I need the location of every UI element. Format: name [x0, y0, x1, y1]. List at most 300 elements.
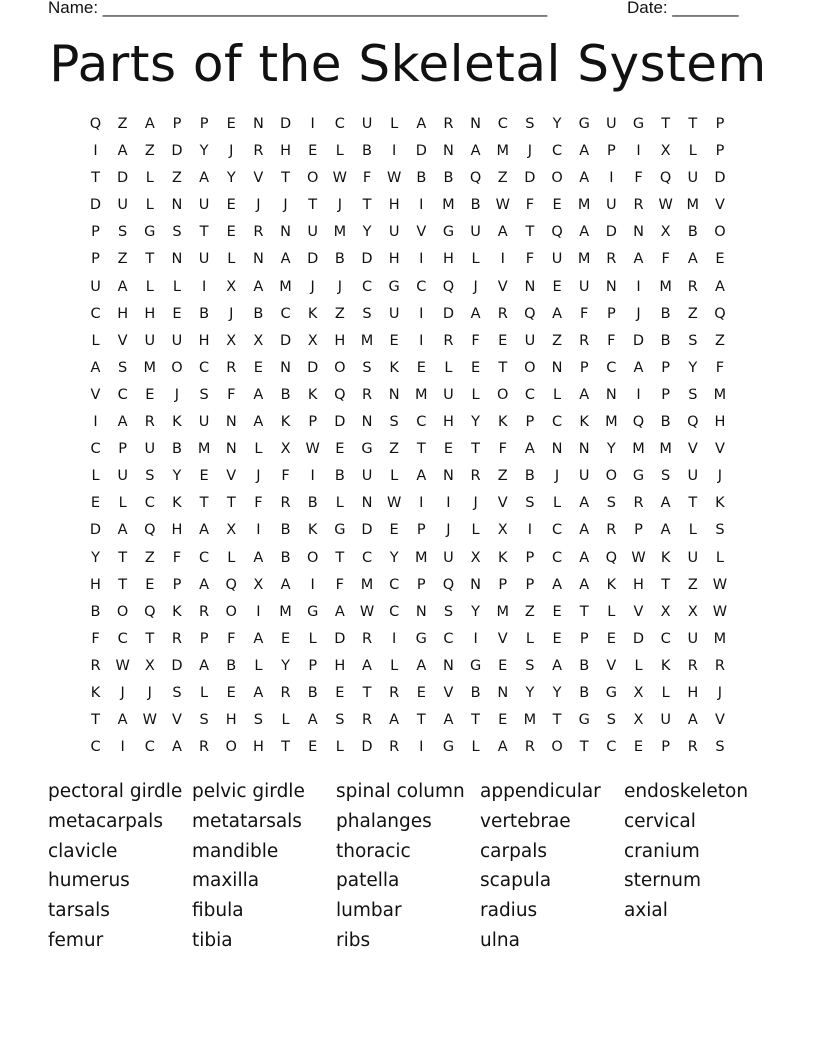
- grid-letter: X: [226, 278, 237, 295]
- grid-letter: X: [660, 143, 671, 160]
- grid-letter: G: [469, 657, 482, 674]
- grid-letter: T: [199, 495, 209, 512]
- grid-letter: C: [416, 414, 427, 431]
- grid-letter: L: [688, 143, 697, 160]
- grid-letter: N: [361, 495, 373, 512]
- grid-letter: T: [416, 441, 426, 458]
- grid-letter: C: [416, 278, 427, 295]
- grid-letter: J: [229, 143, 234, 160]
- grid-letter: S: [688, 386, 698, 403]
- grid-row: [82, 138, 742, 165]
- grid-letter: H: [442, 251, 454, 268]
- grid-letter: B: [579, 657, 590, 674]
- grid-letter: A: [552, 576, 562, 593]
- word-bank-item: spinal column: [336, 781, 465, 802]
- grid-letter: I: [310, 468, 315, 485]
- grid-letter: Y: [362, 224, 372, 241]
- grid-letter: F: [281, 468, 290, 485]
- grid-letter: A: [253, 386, 264, 403]
- grid-letter: L: [254, 657, 263, 674]
- grid-letter: J: [473, 495, 478, 512]
- grid-row: [82, 680, 742, 707]
- grid-letter: J: [283, 197, 288, 214]
- grid-letter: D: [307, 359, 319, 376]
- word-bank-item: mandible: [192, 840, 279, 862]
- grid-letter: L: [715, 549, 724, 566]
- grid-letter: F: [254, 495, 263, 512]
- grid-letter: S: [688, 332, 698, 349]
- grid-letter: A: [362, 657, 372, 674]
- grid-letter: S: [525, 495, 535, 512]
- grid-letter: C: [361, 549, 373, 566]
- grid-letter: L: [145, 278, 154, 295]
- word-bank-item: humerus: [48, 870, 130, 892]
- grid-letter: M: [279, 603, 292, 620]
- grid-letter: A: [579, 576, 590, 593]
- grid-letter: R: [497, 305, 508, 322]
- grid-letter: A: [117, 143, 128, 160]
- grid-letter: A: [579, 170, 590, 187]
- grid-letter: M: [442, 197, 455, 214]
- grid-letter: W: [386, 170, 402, 187]
- grid-letter: A: [416, 468, 427, 485]
- grid-letter: R: [687, 739, 698, 756]
- grid-letter: M: [415, 549, 428, 566]
- grid-letter: L: [471, 251, 480, 268]
- grid-row: [82, 219, 742, 246]
- grid-letter: D: [171, 657, 183, 674]
- grid-letter: T: [118, 576, 128, 593]
- grid-letter: C: [117, 630, 128, 647]
- grid-letter: F: [362, 170, 372, 187]
- grid-letter: U: [524, 332, 536, 349]
- grid-letter: Z: [334, 305, 345, 322]
- grid-letter: T: [91, 712, 100, 729]
- grid-letter: U: [144, 332, 156, 349]
- grid-letter: D: [117, 170, 129, 187]
- grid-letter: I: [419, 197, 424, 214]
- grid-letter: X: [633, 712, 644, 729]
- grid-letter: O: [225, 603, 237, 620]
- grid-letter: E: [471, 359, 481, 376]
- grid-letter: I: [201, 278, 207, 295]
- grid-letter: I: [527, 522, 533, 539]
- grid-letter: B: [687, 224, 698, 241]
- name-field-label: Name: _______________________________________________: [48, 0, 548, 17]
- grid-letter: L: [661, 684, 670, 701]
- grid-letter: I: [392, 630, 397, 647]
- grid-letter: L: [254, 441, 263, 458]
- grid-letter: T: [471, 712, 481, 729]
- grid-letter: Q: [632, 414, 645, 431]
- grid-letter: H: [90, 576, 101, 593]
- grid-letter: R: [687, 657, 698, 674]
- grid-row: [82, 734, 742, 761]
- grid-letter: R: [90, 657, 101, 674]
- grid-letter: D: [524, 170, 536, 187]
- word-bank-item: ribs: [336, 929, 371, 951]
- grid-row: [82, 436, 742, 463]
- grid-letter: P: [661, 386, 671, 403]
- grid-letter: P: [416, 522, 426, 539]
- grid-letter: N: [225, 441, 237, 458]
- grid-letter: U: [470, 224, 481, 241]
- grid-letter: V: [714, 712, 725, 729]
- grid-letter: E: [226, 197, 236, 214]
- grid-letter: A: [144, 116, 155, 132]
- grid-letter: R: [389, 739, 400, 756]
- grid-letter: D: [89, 197, 102, 214]
- grid-letter: R: [144, 414, 155, 431]
- grid-letter: Z: [144, 143, 155, 160]
- grid-letter: Z: [524, 603, 535, 620]
- word-bank-item: pelvic girdle: [192, 781, 305, 802]
- word-bank-item: maxilla: [192, 870, 260, 892]
- grid-letter: X: [497, 522, 508, 539]
- grid-letter: W: [305, 441, 320, 458]
- grid-letter: L: [172, 278, 181, 295]
- grid-letter: X: [226, 332, 237, 349]
- grid-letter: T: [498, 359, 508, 376]
- grid-letter: R: [443, 116, 454, 132]
- grid-letter: A: [307, 712, 318, 729]
- grid-letter: M: [415, 386, 428, 403]
- grid-letter: X: [633, 684, 644, 701]
- grid-letter: U: [198, 414, 210, 431]
- grid-letter: P: [525, 549, 535, 566]
- grid-letter: Z: [171, 170, 182, 187]
- grid-letter: K: [660, 657, 671, 674]
- grid-letter: P: [199, 630, 209, 647]
- grid-letter: E: [552, 603, 562, 620]
- grid-letter: H: [280, 143, 291, 160]
- word-bank: [48, 778, 768, 957]
- grid-letter: A: [199, 576, 210, 593]
- grid-letter: M: [713, 386, 727, 403]
- grid-letter: H: [144, 305, 156, 322]
- grid-letter: T: [362, 197, 372, 214]
- grid-letter: K: [660, 549, 671, 566]
- grid-letter: E: [443, 441, 454, 458]
- grid-letter: N: [252, 116, 264, 132]
- grid-letter: A: [253, 278, 264, 295]
- grid-letter: S: [145, 468, 155, 485]
- grid-letter: A: [171, 739, 182, 756]
- grid-letter: Y: [552, 116, 562, 132]
- grid-letter: R: [280, 495, 291, 512]
- grid-letter: A: [199, 657, 210, 674]
- grid-letter: I: [500, 251, 505, 268]
- grid-letter: D: [632, 630, 645, 647]
- grid-letter: Q: [714, 305, 726, 322]
- grid-letter: Q: [442, 278, 455, 295]
- grid-letter: Q: [687, 414, 699, 431]
- grid-letter: M: [279, 278, 292, 295]
- grid-letter: C: [606, 359, 617, 376]
- grid-letter: F: [525, 251, 535, 268]
- grid-letter: B: [660, 414, 671, 431]
- grid-letter: Y: [688, 359, 698, 376]
- grid-letter: W: [712, 576, 728, 593]
- grid-letter: T: [308, 197, 318, 214]
- grid-letter: O: [225, 739, 237, 756]
- grid-letter: X: [144, 657, 155, 674]
- grid-letter: M: [496, 143, 509, 160]
- grid-letter: U: [361, 468, 373, 485]
- grid-letter: N: [605, 278, 617, 295]
- grid-letter: Q: [469, 170, 482, 187]
- grid-letter: T: [661, 116, 671, 132]
- grid-letter: E: [280, 630, 291, 647]
- grid-letter: I: [636, 278, 641, 295]
- grid-letter: U: [578, 468, 590, 485]
- grid-letter: D: [605, 224, 617, 241]
- grid-letter: A: [416, 116, 427, 132]
- grid-letter: T: [688, 495, 698, 512]
- grid-letter: Z: [144, 549, 155, 566]
- grid-letter: D: [334, 414, 346, 431]
- grid-letter: H: [442, 414, 454, 431]
- grid-letter: N: [252, 251, 264, 268]
- grid-letter: I: [256, 603, 261, 620]
- grid-letter: X: [660, 224, 671, 241]
- grid-letter: R: [199, 739, 210, 756]
- grid-letter: S: [199, 712, 209, 729]
- grid-letter: D: [361, 522, 373, 539]
- word-bank-item: ulna: [480, 929, 520, 951]
- grid-letter: P: [606, 143, 616, 160]
- grid-letter: A: [117, 278, 128, 295]
- grid-letter: U: [388, 305, 400, 322]
- grid-letter: L: [471, 522, 480, 539]
- grid-letter: E: [389, 522, 399, 539]
- grid-letter: E: [416, 359, 426, 376]
- grid-letter: E: [253, 359, 263, 376]
- grid-letter: V: [633, 603, 644, 620]
- grid-letter: B: [660, 305, 671, 322]
- grid-letter: P: [498, 576, 508, 593]
- grid-letter: G: [361, 441, 373, 458]
- grid-letter: V: [497, 278, 508, 295]
- grid-letter: B: [470, 197, 481, 214]
- grid-letter: S: [443, 603, 454, 620]
- grid-letter: D: [89, 522, 102, 539]
- grid-letter: M: [577, 197, 591, 214]
- grid-letter: I: [120, 739, 125, 756]
- grid-letter: L: [200, 684, 209, 701]
- grid-letter: S: [253, 712, 263, 729]
- grid-letter: U: [443, 386, 454, 403]
- grid-row: [82, 246, 742, 273]
- grid-letter: E: [335, 684, 345, 701]
- word-bank-item: pectoral girdle: [48, 781, 183, 802]
- word-bank-item: appendicular: [480, 781, 601, 802]
- grid-letter: P: [172, 576, 182, 593]
- grid-letter: E: [498, 657, 508, 674]
- grid-letter: G: [442, 739, 455, 756]
- grid-letter: L: [607, 603, 616, 620]
- grid-letter: P: [91, 251, 100, 268]
- grid-letter: Z: [117, 251, 128, 268]
- grid-letter: C: [361, 278, 373, 295]
- grid-letter: A: [579, 549, 590, 566]
- grid-letter: N: [551, 359, 563, 376]
- grid-letter: T: [471, 441, 481, 458]
- grid-letter: K: [307, 522, 318, 539]
- grid-row: [82, 463, 742, 490]
- grid-letter: V: [90, 386, 101, 403]
- grid-row: [82, 545, 742, 572]
- grid-letter: P: [172, 116, 182, 132]
- grid-letter: A: [633, 251, 644, 268]
- grid-letter: P: [199, 116, 209, 132]
- grid-letter: N: [280, 224, 291, 241]
- grid-letter: D: [361, 251, 373, 268]
- grid-letter: A: [280, 251, 291, 268]
- grid-letter: N: [361, 414, 373, 431]
- grid-row: [82, 490, 742, 517]
- grid-letter: L: [444, 359, 453, 376]
- word-bank-item: vertebrae: [480, 810, 571, 832]
- grid-letter: V: [497, 495, 508, 512]
- grid-letter: S: [362, 359, 372, 376]
- word-bank-item: sternum: [624, 870, 702, 892]
- grid-letter: P: [661, 359, 671, 376]
- word-bank-item: carpals: [480, 840, 547, 862]
- grid-letter: U: [361, 116, 373, 132]
- grid-letter: C: [551, 522, 563, 539]
- grid-letter: A: [497, 224, 508, 241]
- grid-letter: R: [633, 197, 644, 214]
- grid-letter: G: [144, 224, 156, 241]
- grid-letter: A: [253, 684, 264, 701]
- grid-letter: R: [470, 468, 481, 485]
- grid-letter: L: [227, 251, 236, 268]
- grid-letter: M: [659, 441, 672, 458]
- grid-letter: D: [171, 143, 183, 160]
- grid-letter: C: [280, 305, 291, 322]
- grid-letter: T: [91, 170, 100, 187]
- grid-letter: U: [606, 197, 617, 214]
- grid-letter: D: [361, 739, 373, 756]
- grid-letter: Q: [605, 549, 618, 566]
- grid-letter: F: [580, 305, 589, 322]
- grid-letter: J: [636, 305, 641, 322]
- grid-letter: F: [91, 630, 100, 647]
- grid-letter: M: [577, 251, 591, 268]
- grid-letter: K: [172, 603, 182, 620]
- grid-letter: Q: [524, 305, 536, 322]
- word-bank-row: [48, 867, 768, 897]
- grid-letter: M: [360, 332, 374, 349]
- grid-letter: N: [470, 116, 482, 132]
- grid-letter: F: [607, 332, 616, 349]
- grid-letter: N: [443, 468, 454, 485]
- grid-letter: L: [390, 116, 399, 132]
- grid-letter: W: [631, 549, 646, 566]
- grid-letter: J: [337, 197, 342, 214]
- grid-letter: G: [632, 116, 645, 132]
- grid-letter: D: [279, 332, 292, 349]
- grid-letter: E: [606, 630, 616, 647]
- grid-letter: H: [714, 414, 726, 431]
- grid-letter: A: [687, 712, 698, 729]
- grid-letter: R: [687, 278, 698, 295]
- grid-letter: P: [661, 739, 671, 756]
- grid-letter: U: [660, 712, 671, 729]
- grid-letter: X: [253, 332, 264, 349]
- grid-letter: T: [661, 576, 671, 593]
- grid-letter: F: [634, 170, 643, 187]
- grid-letter: T: [226, 495, 236, 512]
- grid-letter: A: [579, 495, 590, 512]
- grid-letter: G: [605, 684, 617, 701]
- grid-letter: H: [388, 197, 400, 214]
- grid-letter: V: [416, 224, 427, 241]
- grid-letter: Q: [551, 224, 563, 241]
- grid-letter: E: [226, 116, 236, 132]
- word-bank-item: cranium: [624, 840, 700, 862]
- grid-letter: X: [253, 576, 264, 593]
- grid-letter: N: [578, 441, 590, 458]
- grid-letter: G: [632, 468, 645, 485]
- grid-letter: U: [117, 468, 128, 485]
- grid-letter: W: [386, 495, 402, 512]
- grid-letter: I: [446, 495, 451, 512]
- grid-letter: A: [687, 251, 698, 268]
- grid-letter: Z: [714, 332, 725, 349]
- grid-letter: S: [172, 224, 182, 241]
- grid-letter: U: [388, 224, 400, 241]
- grid-letter: Z: [389, 441, 400, 458]
- grid-letter: R: [361, 386, 373, 403]
- grid-letter: I: [93, 143, 98, 160]
- grid-letter: M: [143, 359, 157, 376]
- grid-letter: N: [633, 224, 644, 241]
- grid-letter: R: [171, 630, 182, 647]
- grid-letter: I: [93, 414, 98, 431]
- page-title: Parts of the Skeletal System: [49, 35, 767, 93]
- grid-letter: M: [333, 224, 347, 241]
- grid-letter: B: [660, 332, 671, 349]
- grid-letter: E: [308, 739, 318, 756]
- grid-letter: B: [334, 468, 345, 485]
- grid-letter: X: [470, 549, 481, 566]
- grid-letter: I: [636, 143, 641, 160]
- grid-letter: G: [388, 278, 400, 295]
- grid-letter: L: [118, 495, 127, 512]
- grid-letter: J: [446, 522, 451, 539]
- grid-letter: K: [307, 305, 318, 322]
- grid-letter: A: [714, 278, 725, 295]
- grid-letter: T: [335, 549, 345, 566]
- grid-letter: B: [307, 684, 318, 701]
- grid-letter: A: [253, 630, 264, 647]
- grid-letter: L: [390, 657, 399, 674]
- grid-letter: U: [171, 332, 183, 349]
- grid-letter: V: [443, 684, 454, 701]
- grid-letter: V: [714, 197, 725, 214]
- grid-letter: A: [633, 359, 644, 376]
- grid-letter: U: [551, 251, 563, 268]
- grid-letter: N: [605, 386, 617, 403]
- grid-letter: B: [334, 251, 345, 268]
- word-bank-item: metatarsals: [192, 810, 302, 832]
- grid-letter: G: [307, 603, 319, 620]
- grid-letter: T: [281, 739, 290, 756]
- grid-letter: U: [117, 197, 128, 214]
- grid-letter: H: [117, 305, 129, 322]
